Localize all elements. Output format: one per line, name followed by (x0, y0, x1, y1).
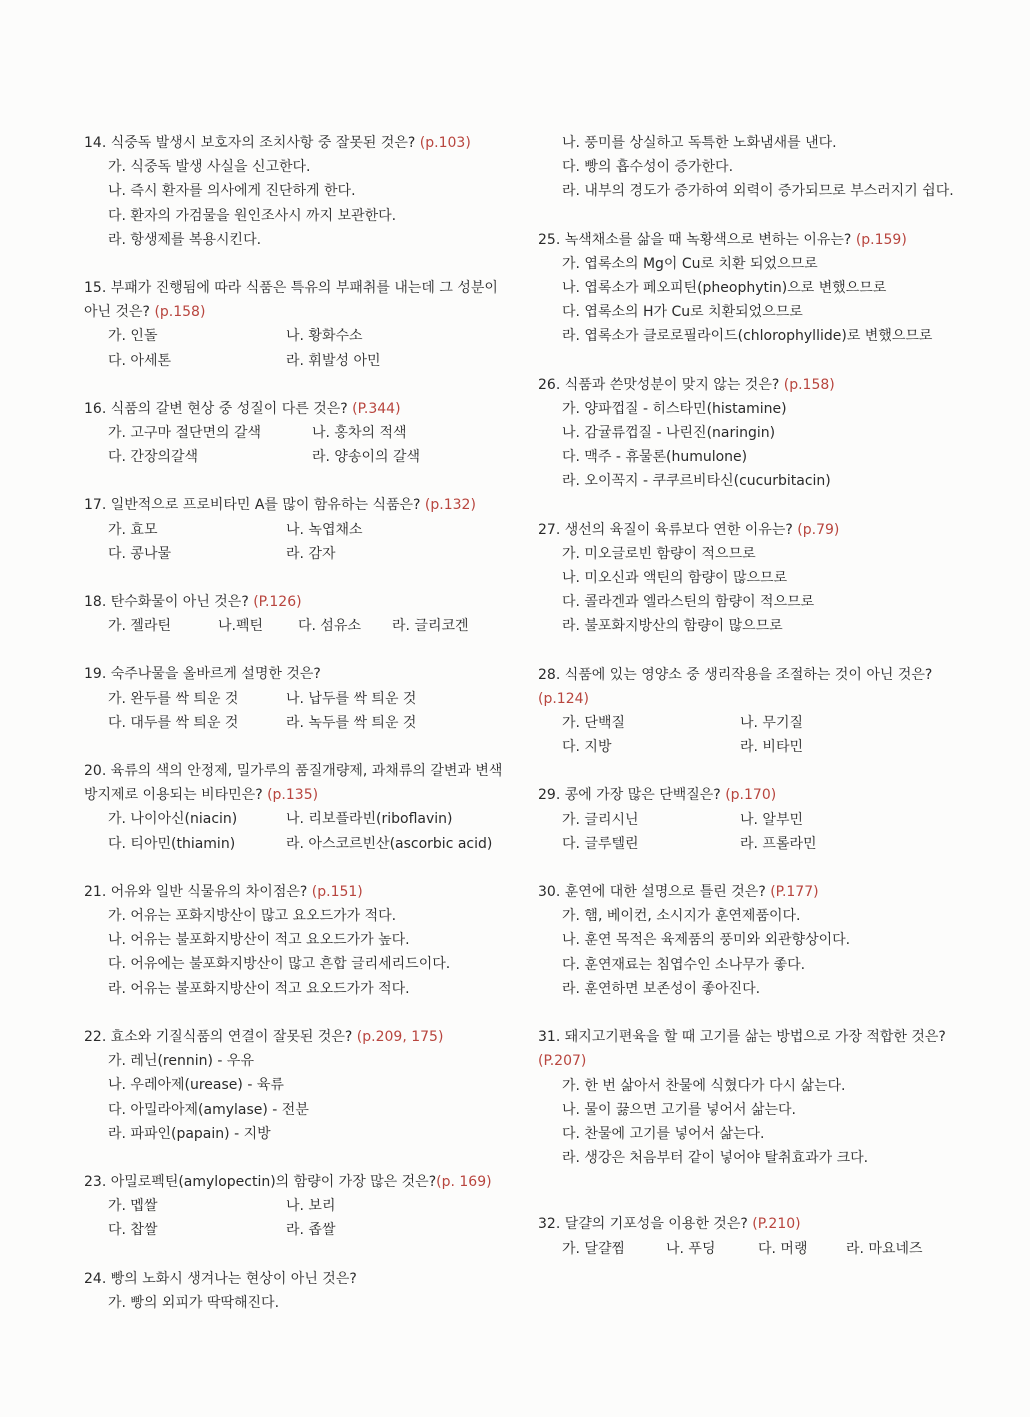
option-ra: 라. 아스코르빈산(ascorbic acid) (286, 835, 493, 852)
question-stem (84, 1170, 509, 1194)
question-text: 육류의 색의 안정제, 밀가루의 품질개량제, 과채류의 갈변과 변색 방지제로 이용되는 비타민은? (84, 763, 503, 804)
page-reference: (p.135) (267, 787, 319, 804)
option-ra: 라. 훈연하면 보존성이 좋아진다. (562, 980, 761, 997)
option-ga: 가. 어유는 포화지방산이 많고 요오드가가 적다. (108, 908, 397, 925)
question-text: 돼지고기편육을 할 때 고기를 삶는 방법으로 가장 적합한 것은? (564, 1029, 946, 1046)
question-20 (84, 759, 509, 856)
page-reference: (P.207) (538, 1053, 587, 1070)
question-23 (84, 1170, 509, 1243)
option-ga: 가. 단백질 (562, 715, 625, 732)
question-number: 20. (84, 763, 107, 780)
question-31 (538, 1025, 970, 1170)
option-na: 나.펙틴 (218, 618, 264, 635)
option-da: 다. 맥주 - 휴물론(humulone) (562, 449, 748, 466)
option-ra: 라. 감자 (286, 545, 336, 562)
question-text: 달걀의 기포성을 이용한 것은? (564, 1216, 748, 1233)
question-text: 어유와 일반 식물유의 차이점은? (110, 883, 308, 900)
question-text: 빵의 노화시 생겨나는 현상이 아닌 것은? (110, 1270, 357, 1287)
question-stem (538, 518, 970, 542)
question-number: 19. (84, 666, 107, 683)
option-na: 나. 무기질 (740, 715, 803, 732)
option-na: 나. 훈연 목적은 육제품의 풍미와 외관향상이다. (562, 932, 851, 949)
question-number: 16. (84, 400, 107, 417)
option-ra: 라. 항생제를 복용시킨다. (108, 231, 262, 248)
question-28 (538, 663, 970, 760)
question-stem (84, 397, 509, 421)
option-na: 나. 물이 끓으면 고기를 넣어서 삶는다. (562, 1101, 797, 1118)
question-22 (84, 1025, 509, 1146)
option-ga: 가. 미오글로빈 함량이 적으므로 (562, 545, 756, 562)
page-reference: (p. 169) (436, 1173, 492, 1190)
question-number: 24. (84, 1270, 107, 1287)
question-15 (84, 276, 509, 373)
page-reference: (P.344) (352, 400, 401, 417)
page-reference: (p.158) (154, 304, 206, 321)
question-text: 일반적으로 프로비타민 A를 많이 함유하는 식품은? (110, 497, 421, 514)
right-column (538, 131, 970, 1285)
question-32 (538, 1212, 970, 1260)
page-reference: (p.209, 175) (356, 1028, 444, 1045)
question-text: 생선의 육질이 육류보다 연한 이유는? (564, 521, 793, 538)
option-da: 다. 찹쌀 (108, 1222, 158, 1239)
page-reference: (p.124) (538, 690, 589, 707)
question-stem (84, 590, 509, 614)
question-stem (84, 131, 509, 155)
question-stem (84, 880, 509, 904)
option-da: 다. 머랭 (758, 1240, 808, 1257)
option-ra: 라. 휘발성 아민 (286, 352, 381, 369)
question-text: 콩에 가장 많은 단백질은? (564, 787, 721, 804)
question-text: 탄수화물이 아닌 것은? (110, 594, 249, 611)
option-ga: 가. 빵의 외피가 딱딱해진다. (108, 1294, 280, 1311)
question-text: 식품에 있는 영양소 중 생리작용을 조절하는 것이 아닌 것은? (564, 666, 933, 683)
question-17 (84, 493, 509, 566)
question-text: 아밀로펙틴(amylopectin)의 함량이 가장 많은 것은? (110, 1173, 437, 1190)
option-da: 다. 티아민(thiamin) (108, 835, 236, 852)
question-16 (84, 397, 509, 470)
question-text: 식품과 쓴맛성분이 맞지 않는 것은? (564, 376, 780, 393)
question-19 (84, 662, 509, 735)
question-text: 녹색채소를 삶을 때 녹황색으로 변하는 이유는? (564, 231, 852, 248)
question-number: 22. (84, 1028, 107, 1045)
option-na: 나. 보리 (286, 1198, 336, 1215)
question-stem (538, 783, 970, 807)
option-na: 나. 미오신과 액틴의 함량이 많으므로 (562, 570, 788, 587)
option-ga: 가. 달걀찜 (562, 1240, 625, 1257)
question-text: 식중독 발생시 보호자의 조치사항 중 잘못된 것은? (110, 135, 416, 151)
question-text: 부패가 진행됨에 따라 식품은 특유의 부패취를 내는데 그 성분이 아닌 것은? (84, 280, 498, 321)
option-ra: 라. 양송이의 갈색 (312, 449, 421, 466)
option-ga: 가. 햄, 베이컨, 소시지가 훈연제품이다. (562, 908, 801, 925)
question-number: 14. (84, 135, 107, 151)
option-ra: 라. 프롤라민 (740, 835, 817, 852)
question-27 (538, 518, 970, 639)
question-text: 효소와 기질식품의 연결이 잘못된 것은? (110, 1028, 353, 1045)
option-ga: 가. 완두를 싹 틔운 것 (108, 690, 239, 707)
question-stem (84, 1267, 509, 1291)
option-da: 다. 대두를 싹 틔운 것 (108, 714, 239, 731)
page-reference: (p.132) (424, 497, 476, 514)
question-number: 25. (538, 231, 561, 248)
option-ga: 가. 나이아신(niacin) (108, 811, 238, 828)
option-ra: 라. 글리코겐 (392, 618, 469, 635)
option-ga: 가. 레닌(rennin) - 우유 (108, 1053, 254, 1070)
question-number: 28. (538, 666, 561, 683)
question-text: 숙주나물을 올바르게 설명한 것은? (110, 666, 321, 683)
left-column (84, 131, 509, 1339)
option-ga: 가. 식중독 발생 사실을 신고한다. (108, 159, 311, 176)
page-reference: (p.103) (419, 135, 471, 151)
question-number: 30. (538, 884, 561, 901)
question-14 (84, 131, 509, 252)
option-ra: 라. 좁쌀 (286, 1222, 336, 1239)
page-reference: (P.126) (253, 594, 302, 611)
question-stem (84, 493, 509, 517)
option-ra: 라. 녹두를 싹 틔운 것 (286, 714, 417, 731)
option-ga: 가. 고구마 절단면의 갈색 (108, 425, 262, 442)
option-na: 나. 풍미를 상실하고 독특한 노화냄새를 낸다. (562, 135, 837, 151)
option-da: 다. 간장의갈색 (108, 449, 199, 466)
question-24-continued (538, 131, 970, 204)
question-number: 21. (84, 883, 107, 900)
question-number: 18. (84, 594, 107, 611)
option-ra: 라. 파파인(papain) - 지방 (108, 1125, 271, 1142)
question-stem (538, 373, 970, 397)
question-18 (84, 590, 509, 638)
option-na: 나. 즉시 환자를 의사에게 진단하게 한다. (108, 183, 356, 200)
question-text: 훈연에 대한 설명으로 틀린 것은? (564, 884, 766, 901)
option-na: 나. 알부민 (740, 811, 803, 828)
question-stem (84, 276, 509, 324)
page-reference: (P.210) (752, 1216, 801, 1233)
option-ra: 라. 마요네즈 (846, 1240, 923, 1257)
question-stem (84, 662, 509, 686)
question-number: 31. (538, 1029, 561, 1046)
option-da: 다. 지방 (562, 739, 612, 756)
option-da: 다. 엽록소의 H가 Cu로 치환되었으므로 (562, 304, 803, 321)
question-stem (538, 228, 970, 252)
question-number: 29. (538, 787, 561, 804)
question-number: 32. (538, 1216, 561, 1233)
question-number: 27. (538, 521, 561, 538)
option-ra: 라. 비타민 (740, 739, 803, 756)
page-reference: (P.177) (770, 884, 819, 901)
question-number: 26. (538, 376, 561, 393)
question-24 (84, 1267, 509, 1315)
question-stem (538, 1025, 970, 1073)
option-na: 나. 우레아제(urease) - 육류 (108, 1077, 284, 1094)
question-number: 15. (84, 280, 107, 297)
option-na: 나. 푸딩 (666, 1240, 716, 1257)
page-reference: (p.79) (797, 521, 840, 538)
option-da: 다. 아밀라아제(amylase) - 전분 (108, 1101, 309, 1118)
option-ra: 라. 오이꼭지 - 쿠쿠르비타신(cucurbitacin) (562, 473, 831, 490)
question-21 (84, 880, 509, 1001)
question-stem (84, 759, 509, 807)
option-da: 다. 글루텔린 (562, 835, 639, 852)
option-na: 나. 감귤류껍질 - 나린진(naringin) (562, 425, 776, 442)
question-29 (538, 783, 970, 856)
option-da: 다. 찬물에 고기를 넣어서 삶는다. (562, 1125, 765, 1142)
option-ga: 가. 인돌 (108, 328, 158, 345)
option-da: 다. 환자의 가검물을 원인조사시 까지 보관한다. (108, 207, 397, 224)
option-ga: 가. 양파껍질 - 히스타민(histamine) (562, 400, 787, 417)
option-na: 나. 홍차의 적색 (312, 425, 407, 442)
option-da: 다. 빵의 흡수성이 증가한다. (562, 159, 734, 176)
option-ga: 가. 한 번 삶아서 찬물에 식혔다가 다시 삶는다. (562, 1077, 846, 1094)
question-number: 17. (84, 497, 107, 514)
option-ga: 가. 글리시닌 (562, 811, 639, 828)
option-ra: 라. 내부의 경도가 증가하여 외력이 증가되므로 부스러지기 쉽다. (562, 183, 954, 200)
option-ga: 가. 엽록소의 Mg이 Cu로 치환 되었으므로 (562, 255, 818, 272)
question-stem (538, 880, 970, 904)
question-stem (538, 1212, 970, 1236)
question-25 (538, 228, 970, 349)
option-ra: 라. 엽록소가 클로로필라이드(chlorophyllide)로 변했으므로 (562, 328, 933, 345)
option-ra: 라. 생강은 처음부터 같이 넣어야 탈취효과가 크다. (562, 1150, 869, 1167)
option-ga: 가. 효모 (108, 521, 158, 538)
page-reference: (p.151) (311, 883, 363, 900)
option-ga: 가. 멥쌀 (108, 1198, 158, 1215)
option-na: 나. 엽록소가 페오피틴(pheophytin)으로 변했으므로 (562, 280, 887, 297)
option-da: 다. 섬유소 (298, 618, 361, 635)
page-reference: (p.170) (725, 787, 777, 804)
option-na: 나. 납두를 싹 틔운 것 (286, 690, 417, 707)
option-ra: 라. 불포화지방산의 함량이 많으므로 (562, 618, 783, 635)
option-da: 다. 어유에는 불포화지방산이 많고 흔합 글리세리드이다. (108, 956, 451, 973)
option-na: 나. 황화수소 (286, 328, 363, 345)
option-da: 다. 아세톤 (108, 352, 171, 369)
question-number: 23. (84, 1173, 107, 1190)
question-30 (538, 880, 970, 1001)
question-stem (84, 1025, 509, 1049)
option-da: 다. 콜라겐과 엘라스틴의 함량이 적으므로 (562, 594, 815, 611)
question-26 (538, 373, 970, 494)
option-ra: 라. 어유는 불포화지방산이 적고 요오드가가 적다. (108, 980, 410, 997)
option-da: 다. 콩나물 (108, 545, 171, 562)
option-na: 나. 어유는 불포화지방산이 적고 요오드가가 높다. (108, 932, 410, 949)
question-text: 식품의 갈변 현상 중 성질이 다른 것은? (110, 400, 348, 417)
option-na: 나. 리보플라빈(riboflavin) (286, 811, 453, 828)
option-na: 나. 녹엽채소 (286, 521, 363, 538)
option-da: 다. 훈연재료는 침엽수인 소나무가 좋다. (562, 956, 806, 973)
question-stem (538, 663, 970, 711)
option-ga: 가. 젤라틴 (108, 618, 171, 635)
page-reference: (p.159) (855, 231, 907, 248)
page-reference: (p.158) (783, 376, 835, 393)
